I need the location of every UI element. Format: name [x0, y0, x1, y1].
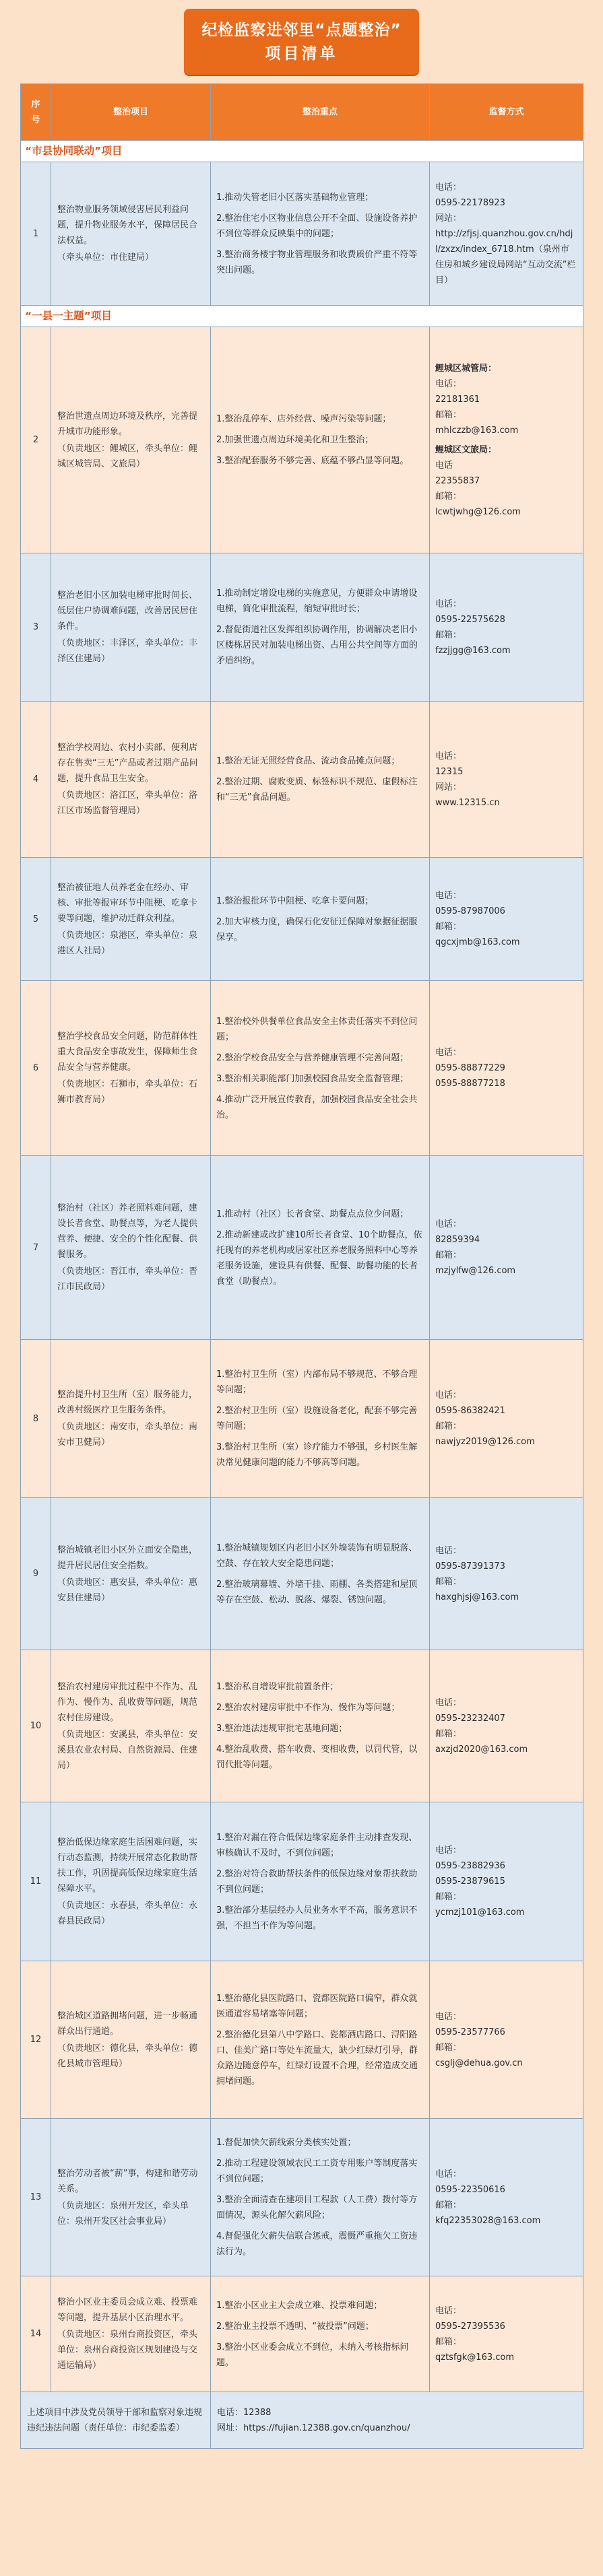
project-responsible: （负责地区：德化县，牵头单位：德化县城市管理局） [57, 2043, 198, 2069]
row-number: 14 [21, 2276, 51, 2392]
project-text: 整治村（社区）养老照料难问题，建设长者食堂、助餐点等，为老人提供营养、便捷、安全的个性化配餐、供餐服务。 [57, 1203, 198, 1260]
focus-item: 2.加强世遗点周边环境美化和卫生整治； [216, 435, 374, 445]
row-project [51, 1961, 211, 2119]
row-supervision [430, 1340, 583, 1498]
focus-item: 2.整治农村建房审批中不作为、慢作为等问题； [216, 1703, 400, 1713]
row-project [51, 162, 211, 306]
row-supervision [430, 1961, 583, 2119]
contact-line: 0595-27395536 [435, 2321, 505, 2332]
focus-item: 1.整治德化县医院路口、瓷都医院路口偏窄，群众就医通道容易堵塞等问题； [216, 1993, 418, 2019]
contact-line: 网站： [435, 213, 462, 224]
row-focus [211, 1498, 430, 1650]
row-number: 11 [21, 1802, 51, 1961]
row-supervision [430, 162, 583, 306]
row-supervision [430, 1802, 583, 1961]
contact-line: 22355837 [435, 475, 480, 486]
row-focus [211, 858, 430, 981]
row-project [51, 1498, 211, 1650]
table-row [21, 1650, 583, 1802]
contact-link[interactable]: kfq22353028@163.com [435, 2215, 541, 2226]
row-focus [211, 1340, 430, 1498]
header-no-line2: 号 [31, 114, 40, 125]
focus-item: 2.整治德化县第八中学路口、瓷都酒店路口、浔阳路口、佳美广路口等处车流量大，缺少红绿灯引导，群众路边随意停车，红绿灯设置不合理，经常造成交通拥堵问题。 [216, 2029, 418, 2087]
row-focus [211, 981, 430, 1156]
focus-item: 2.督促街道社区发挥组织协调作用，协调解决老旧小区楼栋居民对加装电梯出资、占用公共空间等方面的矛盾纠纷。 [216, 625, 418, 666]
contact-line: 0595-22350616 [435, 2184, 505, 2195]
contact-line: 邮箱： [435, 1576, 462, 1587]
row-number: 9 [21, 1498, 51, 1650]
row-project [51, 858, 211, 981]
row-focus [211, 162, 430, 306]
project-text: 整治城区道路拥堵问题，进一步畅通群众出行通道。 [57, 2010, 198, 2037]
contact-line: 电话： [435, 2011, 462, 2022]
focus-item: 3.整治违法违规审批宅基地问题； [216, 1724, 348, 1734]
contact-link[interactable]: axzjd2020@163.com [435, 1744, 528, 1755]
focus-item: 1.整治无证无照经营食品、流动食品摊点问题； [216, 756, 400, 766]
row-number: 6 [21, 981, 51, 1156]
focus-item: 1.推动村（社区）长者食堂、助餐点点位少问题； [216, 1209, 409, 1219]
title-banner [184, 9, 418, 75]
header-focus: 整治重点 [211, 84, 430, 141]
focus-item: 2.整治学校食品安全与营养健康管理不完善问题； [216, 1052, 409, 1063]
project-responsible: （负责地区：晋江市，牵头单位：晋江市民政局） [57, 1266, 198, 1292]
row-focus [211, 1961, 430, 2119]
contact-line: 0595-23232407 [435, 1713, 505, 1724]
project-responsible: （负责地区：惠安县，牵头单位：惠安县住建局） [57, 1577, 198, 1603]
project-responsible: （负责地区：泉州开发区，牵头单位：泉州开发区社会事业局） [57, 2200, 189, 2227]
header-project: 整治项目 [51, 84, 211, 141]
focus-item: 3.整治商务楼宇物业管理服务和收费质价严重不符等突出问题。 [216, 249, 418, 275]
contact-line: 82859394 [435, 1235, 480, 1245]
project-text: 整治提升村卫生所（室）服务能力，改善村级医疗卫生服务条件。 [57, 1390, 198, 1415]
footer-contact [211, 2392, 583, 2449]
contact-line: 邮箱： [435, 1892, 462, 1902]
section-title: “一县一主题”项目 [21, 306, 583, 327]
project-text: 整治低保边缘家庭生活困难问题，实行动态监测，持续开展常态化救助帮扶工作，巩固提高低保边缘家庭生活保障水平。 [57, 1837, 198, 1894]
row-number: 12 [21, 1961, 51, 2119]
table-row [21, 1340, 583, 1498]
row-supervision [430, 2276, 583, 2392]
project-text: 整治劳动者被“薪”事，构建和谐劳动关系。 [57, 2168, 198, 2194]
focus-item: 3.整治村卫生所（室）诊疗能力不够强，乡村医生解决常见健康问题的能力不够高等问题。 [216, 1442, 418, 1468]
contact-line: 电话： [435, 1219, 462, 1229]
contact-line: 电话： [435, 182, 462, 193]
contact-line: 0595-23879615 [435, 1876, 505, 1887]
project-responsible: （负责地区：南安市，牵头单位：南安市卫健局） [57, 1422, 198, 1448]
row-supervision [430, 858, 583, 981]
contact-link[interactable]: www.12315.cn [435, 797, 500, 808]
contact-line: 电话： [435, 751, 462, 761]
contact-line: 0595-23882936 [435, 1861, 505, 1871]
footer-note: 上述项目中涉及党员领导干部和监察对象违规违纪违法问题（责任单位：市纪委监委） [21, 2392, 211, 2449]
focus-item: 4.督促强化欠薪失信联合惩戒，震慑严重拖欠工资违法行为。 [216, 2231, 418, 2257]
project-text: 整治学校周边、农村小卖部、便利店存在售卖“三无”产品或者过期产品问题，提升食品卫生安全。 [57, 743, 198, 784]
focus-item: 1.整治城镇规划区内老旧小区外墙装饰有明显脱落、空鼓、存在较大安全隐患问题； [216, 1543, 418, 1569]
focus-item: 1.整治村卫生所（室）内部布局不够规范、不够合理等问题； [216, 1369, 418, 1395]
header-way: 监督方式 [430, 84, 583, 141]
section-title: “市县协同联动”项目 [21, 141, 583, 162]
focus-item: 2.整治业主投票不透明、“被投票”问题； [216, 2321, 374, 2332]
title-area [20, 0, 583, 83]
header-no [21, 84, 51, 141]
contact-line: 电话： [435, 2305, 462, 2316]
row-focus [211, 1650, 430, 1802]
focus-item: 2.加大审核力度，确保石化安征迁保障对象据征据服保享。 [216, 916, 418, 943]
row-number: 13 [21, 2119, 51, 2276]
project-text: 整治城镇老旧小区外立面安全隐患，提升居民居住安全指数。 [57, 1545, 198, 1571]
contact-line: 邮箱： [435, 1728, 462, 1739]
row-supervision [430, 1650, 583, 1802]
table-row [21, 162, 583, 306]
project-responsible: （负责地区：洛江区，牵头单位：洛江区市场监督管理局） [57, 790, 198, 816]
row-focus [211, 1802, 430, 1961]
table-row [21, 981, 583, 1156]
row-project [51, 1156, 211, 1340]
contact-link[interactable]: lcwtjwhg@126.com [435, 506, 521, 517]
row-number: 1 [21, 162, 51, 306]
row-number: 10 [21, 1650, 51, 1802]
focus-item: 2.推动新建或改扩建10所长者食堂、10个助餐点，依托现有的养老机构或居家社区养老服务照料中心等养老服务设施，建设具有供餐、配餐、助餐功能的长者食堂（助餐点）。 [216, 1229, 422, 1287]
focus-item: 2.整治玻璃幕墙、外墙干挂、雨棚、各类搭建和屋顶等存在空鼓、松动、脱落、爆裂、锈蚀问题。 [216, 1579, 418, 1605]
project-text: 整治学校食品安全问题，防范群体性重大食品安全事故发生，保障师生食品安全与营养健康。 [57, 1031, 198, 1073]
row-supervision [430, 1156, 583, 1340]
focus-item: 3.整治配套服务不够完善、底蕴不够凸显等问题。 [216, 456, 409, 466]
project-responsible: （负责地区：丰泽区，牵头单位：丰泽区住建局） [57, 638, 198, 664]
focus-item: 3.整治全面清查在建项目工程款（人工费）拨付等方面情况，源头化解欠薪风险； [216, 2195, 418, 2221]
row-number: 8 [21, 1340, 51, 1498]
row-supervision [430, 553, 583, 702]
project-text: 整治物业服务领域侵害居民利益问题，提升物业服务水平，保障居民合法权益。 [57, 205, 198, 246]
table-row [21, 1961, 583, 2119]
contact-line: 电话： [435, 891, 462, 901]
row-number: 4 [21, 702, 51, 858]
focus-item: 1.整治报批环节中阻梗、吃拿卡要问题； [216, 895, 374, 906]
contact-link[interactable]: qgcxjmb@163.com [435, 937, 520, 947]
contact-line: 0595-86382421 [435, 1406, 505, 1416]
row-focus [211, 1156, 430, 1340]
row-project [51, 327, 211, 553]
focus-item: 3.整治小区业委会成立不到位，未纳入考核指标问题。 [216, 2342, 409, 2368]
page-title: 纪检监察进邻里“点题整治” [201, 22, 402, 39]
contact-link[interactable]: mzjylfw@126.com [435, 1266, 516, 1276]
contact-line: 邮箱： [435, 1250, 462, 1260]
contact-line: 网站： [435, 782, 462, 792]
focus-item: 1.整治对漏在符合低保边缘家庭条件主动排查发现、审核确认不及时，不到位问题； [216, 1832, 418, 1858]
focus-item: 3.整治部分基层经办人员业务水平不高，服务意识不强，不担当不作为等问题。 [216, 1905, 418, 1931]
contact-line: 电话： [435, 1697, 462, 1708]
row-focus [211, 2119, 430, 2276]
focus-item: 2.推动工程建设领域农民工工资专用账户等制度落实不到位问题； [216, 2159, 418, 2184]
table-row [21, 2119, 583, 2276]
contact-link[interactable]: mhlczzb@163.com [435, 425, 519, 436]
focus-item: 1.整治私自增设审批前置条件； [216, 1682, 339, 1692]
contact-link[interactable]: http://zfjsj.quanzhou.gov.cn/hdjl/zxzx/index_6718.htm（泉州市住房和城乡建设局网站“互动交流”栏目） [435, 228, 576, 285]
focus-item: 1.推动制定增设电梯的实施意见，方便群众申请增设电梯，简化审批流程，缩短审批时长； [216, 588, 418, 614]
table-header-row [21, 84, 583, 141]
contact-link[interactable]: fzzjjgg@163.com [435, 645, 511, 656]
contact-line: 电话： [435, 1390, 462, 1400]
row-project [51, 702, 211, 858]
contact-line: 电话： [435, 1545, 462, 1556]
focus-item: 2.整治对符合救助帮扶条件的低保边缘对象帮扶救助不到位问题； [216, 1868, 418, 1895]
project-responsible: （负责地区：泉港区，牵头单位：泉港区人社局） [57, 930, 198, 956]
contact-line: 0595-22575628 [435, 614, 505, 625]
section-row [21, 141, 583, 162]
project-responsible: （负责地区：安溪县，牵头单位：安溪县农业农村局、自然资源局、住建局） [57, 1729, 198, 1771]
row-supervision [430, 702, 583, 858]
focus-item: 4.整治乱收费、搭车收费、变相收费，以罚代管，以罚代批等问题。 [216, 1744, 418, 1770]
contact-line: 电话： [435, 1048, 462, 1058]
project-text: 整治老旧小区加装电梯审批时间长、低层住户协调难问题，改善居民居住条件。 [57, 590, 198, 632]
footer-phone: 电话：12388 [217, 2407, 272, 2418]
table-row [21, 858, 583, 981]
focus-item: 1.整治校外供餐单位食品安全主体责任落实不到位问题； [216, 1016, 418, 1042]
row-project [51, 2276, 211, 2392]
project-responsible: （负责地区：石狮市，牵头单位：石狮市教育局） [57, 1079, 198, 1105]
focus-item: 4.推动广泛开展宣传教育，加强校园食品安全社会共治。 [216, 1094, 418, 1120]
row-number: 3 [21, 553, 51, 702]
contact-line: 邮箱： [435, 1421, 462, 1431]
row-project [51, 1340, 211, 1498]
contact-group-title: 鲤城区文旅局： [435, 444, 497, 455]
table-row [21, 1156, 583, 1340]
contact-line: 电话： [435, 2169, 462, 2179]
table-row [21, 327, 583, 553]
row-project [51, 553, 211, 702]
contact-line: 电话： [435, 378, 462, 389]
contact-group-title: 鲤城区城管局： [435, 363, 497, 374]
row-focus [211, 702, 430, 858]
page-subtitle: 项目清单 [265, 45, 338, 63]
contact-line: 0595-23577766 [435, 2027, 505, 2037]
contact-line: 0595-87391373 [435, 1561, 505, 1571]
row-supervision [430, 981, 583, 1156]
project-text: 整治被征地人员养老金在经办、审核、审批等报审环节中阻梗、吃拿卡要等问题，维护动迁群众利益。 [57, 882, 198, 924]
project-responsible: （牵头单位：市住建局） [57, 252, 154, 263]
row-project [51, 1802, 211, 1961]
table-row [21, 1498, 583, 1650]
project-responsible: （负责地区：永春县，牵头单位：永春县民政局） [57, 1900, 198, 1926]
project-responsible: （负责地区：鲤城区，牵头单位：鲤城区城管局、文旅局） [57, 443, 198, 469]
row-focus [211, 327, 430, 553]
focus-item: 1.整治乱停车、店外经营、噪声污染等问题； [216, 414, 391, 424]
contact-line: 邮箱： [435, 2336, 462, 2347]
focus-item: 3.整治相关职能部门加强校园食品安全监督管理； [216, 1073, 409, 1084]
contact-line: 邮箱： [435, 2200, 462, 2210]
focus-item: 1.督促加快欠薪线索分类核实处置； [216, 2138, 356, 2148]
row-focus [211, 2276, 430, 2392]
footer-row [21, 2392, 583, 2449]
contact-line: 电话 [435, 460, 453, 471]
project-text: 整治农村建房审批过程中不作为、乱作为、慢作为、乱收费等问题，规范农村住房建设。 [57, 1681, 198, 1723]
contact-line: 邮箱： [435, 409, 462, 420]
contact-link[interactable]: qztsfgk@163.com [435, 2352, 515, 2363]
contact-line: 电话： [435, 1845, 462, 1856]
row-number: 2 [21, 327, 51, 553]
table-row [21, 702, 583, 858]
contact-link[interactable]: csglj@dehua.gov.cn [435, 2058, 523, 2068]
row-supervision [430, 2119, 583, 2276]
header-no-line1: 序 [31, 99, 40, 110]
contact-line: 12315 [435, 766, 464, 777]
contact-line: 邮箱： [435, 2042, 462, 2053]
contact-line: 22181361 [435, 394, 480, 405]
row-supervision [430, 327, 583, 553]
focus-item: 1.推动失管老旧小区落实基础物业管理； [216, 192, 374, 203]
row-number: 5 [21, 858, 51, 981]
contact-link[interactable]: nawjyz2019@126.com [435, 1437, 535, 1447]
contact-line: 0595-88877218 [435, 1079, 505, 1089]
focus-item: 2.整治过期、腐败变质、标签标识不规范、虚假标注和“三无”食品问题。 [216, 777, 418, 803]
contact-line: 0595-88877229 [435, 1063, 505, 1073]
row-number: 7 [21, 1156, 51, 1340]
table-row [21, 2276, 583, 2392]
table-row [21, 1802, 583, 1961]
focus-item: 2.整治住宅小区物业信息公开不全面、设施设备养护不到位等群众反映集中的问题； [216, 213, 418, 239]
contact-line: 邮箱： [435, 922, 462, 932]
contact-link[interactable]: haxghjsj@163.com [435, 1592, 519, 1602]
contact-link[interactable]: ycmzj101@163.com [435, 1907, 525, 1918]
project-responsible: （负责地区：泉州台商投资区，牵头单位：泉州台商投资区规划建设与交通运输局） [57, 2330, 198, 2371]
row-project [51, 981, 211, 1156]
project-table [20, 83, 583, 2449]
contact-line: 邮箱： [435, 491, 462, 502]
project-text: 整治世遗点周边环境及秩序，完善提升城市功能形象。 [57, 411, 198, 437]
footer-website-link[interactable]: 网址：https://fujian.12388.gov.cn/quanzhou/ [217, 2422, 410, 2433]
focus-item: 2.整治村卫生所（室）设施设备老化，配套不够完善等问题； [216, 1406, 418, 1431]
contact-line: 邮箱： [435, 630, 462, 640]
section-row [21, 306, 583, 327]
project-text: 整治小区业主委员会成立难、投票难等问题，提升基层小区治理水平。 [57, 2297, 198, 2323]
row-supervision [430, 1498, 583, 1650]
row-project [51, 1650, 211, 1802]
contact-line: 0595-22178923 [435, 197, 505, 208]
row-focus [211, 553, 430, 702]
table-row [21, 553, 583, 702]
contact-line: 0595-87987006 [435, 906, 505, 916]
focus-item: 1.整治小区业主大会成立难、投票难问题； [216, 2300, 383, 2311]
row-project [51, 2119, 211, 2276]
contact-line: 电话： [435, 599, 462, 609]
